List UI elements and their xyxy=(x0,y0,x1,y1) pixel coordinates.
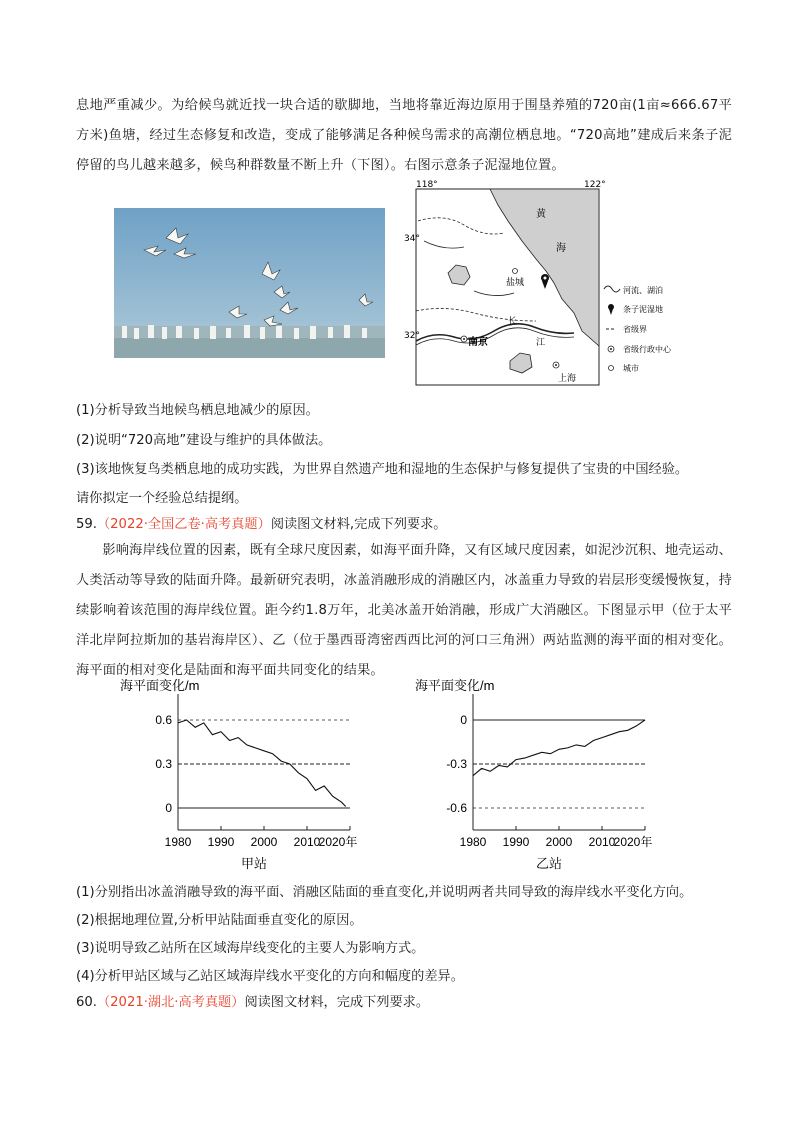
jia-y-tick: 0.3 xyxy=(155,757,172,771)
question-prompt: 阅读图文材料,完成下列要求。 xyxy=(270,517,447,532)
label-hai: 海 xyxy=(556,243,566,254)
q58-item-2: (2)说明“720高地”建设与维护的具体做法。 xyxy=(76,433,332,448)
label-chang: 长 xyxy=(508,317,518,327)
jia-x-tick: 1990 xyxy=(207,835,235,849)
q58-item-3: (3)该地恢复鸟类栖息地的成功实践，为世界自然遗产地和湿地的生态保护与修复提供了宝贵的中国经验。 xyxy=(76,462,689,477)
jia-x-tick: 2000 xyxy=(250,835,278,849)
location-map xyxy=(404,180,671,389)
lat-label-32: 32° xyxy=(404,331,420,341)
city-icon xyxy=(609,366,614,371)
q59-item-4: (4)分析甲站区域与乙站区域海岸线水平变化的方向和幅度的差异。 xyxy=(76,969,464,984)
jia-y-tick: 0.6 xyxy=(155,713,172,727)
yi-x-tick: 2020年 xyxy=(613,835,653,849)
q59-item-2: (2)根据地理位置,分析甲站陆面垂直变化的原因。 xyxy=(76,913,363,928)
yi-series-line xyxy=(473,720,645,776)
yi-y-tick: -0.6 xyxy=(446,801,467,815)
q58-item-1: (1)分析导致当地候鸟栖息地减少的原因。 xyxy=(76,403,319,418)
yi-x-tick: 2010 xyxy=(588,835,616,849)
legend-label: 条子泥湿地 xyxy=(623,305,663,314)
q58-item-3-cont: 请你拟定一个经验总结提纲。 xyxy=(76,491,248,506)
yi-x-tick: 1980 xyxy=(459,835,487,849)
legend-label: 河流、湖泊 xyxy=(623,286,663,295)
cranes-photo xyxy=(114,208,385,358)
q59-header xyxy=(76,515,446,535)
jia-x-tick: 1980 xyxy=(164,835,192,849)
map-legend xyxy=(604,285,672,373)
lon-label-118: 118° xyxy=(416,180,438,190)
question-number: 60. xyxy=(76,995,97,1010)
jia-x-tick: 2020年 xyxy=(318,835,358,849)
river-lake-icon xyxy=(604,286,620,292)
legend-label: 省级界 xyxy=(623,325,647,334)
q59-body: 影响海岸线位置的因素，既有全球尺度因素，如海平面升降，又有区域尺度因素，如泥沙沉积、地壳运动、人类活动等导致的陆面升降。最新研究表明，冰盖消融形成的消融区内，冰盖重力导致的岩层形变缓慢恢复，持续影响着该范围的海岸线位置。距今约1.8万年，北美冰盖开始消融，形成广大消融区。下图显示甲（位于太平洋北岸阿拉斯加的基岩海岸区）、乙（位于墨西哥湾密西西比河的河口三角洲）两站监测的海平面的相对变化。海平面的相对变化是陆面和海平面共同变化的结果。 xyxy=(76,543,732,678)
jia-y-tick: 0 xyxy=(165,801,172,815)
q60-header xyxy=(76,993,429,1013)
question-source: （2022·全国乙卷·高考真题） xyxy=(96,517,271,532)
yi-y-tick: 0 xyxy=(460,713,467,727)
question-number: 59. xyxy=(76,517,97,532)
label-nanjing: 南京 xyxy=(468,337,488,348)
question-prompt: 阅读图文材料，完成下列要求。 xyxy=(244,995,430,1010)
yi-x-tick: 2000 xyxy=(545,835,573,849)
lon-label-122: 122° xyxy=(584,180,606,190)
yi-ylabel: 海平面变化/m xyxy=(415,678,495,693)
yi-chart-title: 乙站 xyxy=(535,856,563,871)
label-yancheng: 盐城 xyxy=(506,278,525,288)
yi-y-tick: -0.3 xyxy=(446,757,467,771)
city-icon xyxy=(513,269,518,274)
intro-paragraph: 息地严重减少。为给候鸟就近找一块合适的歇脚地，当地将靠近海边原用于围垦养殖的720亩(1亩≈666.67平方米)鱼塘，经过生态修复和改造，变成了能够满足各种候鸟需求的高潮位栖息地。“720高地”建成后来条子泥停留的鸟儿越来越多，候鸟种群数量不断上升（下图）。右图示意条子泥湿地位置。 xyxy=(76,98,732,173)
jia-ylabel: 海平面变化/m xyxy=(120,678,200,693)
label-jiang: 江 xyxy=(536,338,546,348)
legend-label: 省级行政中心 xyxy=(623,345,671,354)
lat-label-34: 34° xyxy=(404,234,420,244)
chart-yi xyxy=(405,672,695,872)
q59-item-1: (1)分别指出冰盖消融导致的海平面、消融区陆面的垂直变化,并说明两者共同导致的海岸线水平变化方向。 xyxy=(76,885,693,900)
label-huang: 黄 xyxy=(536,209,546,220)
jia-chart-title: 甲站 xyxy=(240,856,268,871)
legend-label: 城市 xyxy=(623,364,639,373)
jia-series-line xyxy=(178,720,346,807)
jia-x-tick: 2010 xyxy=(293,835,321,849)
question-source: （2021·湖北·高考真题） xyxy=(96,995,245,1010)
label-shanghai: 上海 xyxy=(558,374,577,384)
yi-x-tick: 1990 xyxy=(502,835,530,849)
q59-item-3: (3)说明导致乙站所在区域海岸线变化的主要人为影响方式。 xyxy=(76,941,425,956)
chart-jia xyxy=(110,672,400,872)
